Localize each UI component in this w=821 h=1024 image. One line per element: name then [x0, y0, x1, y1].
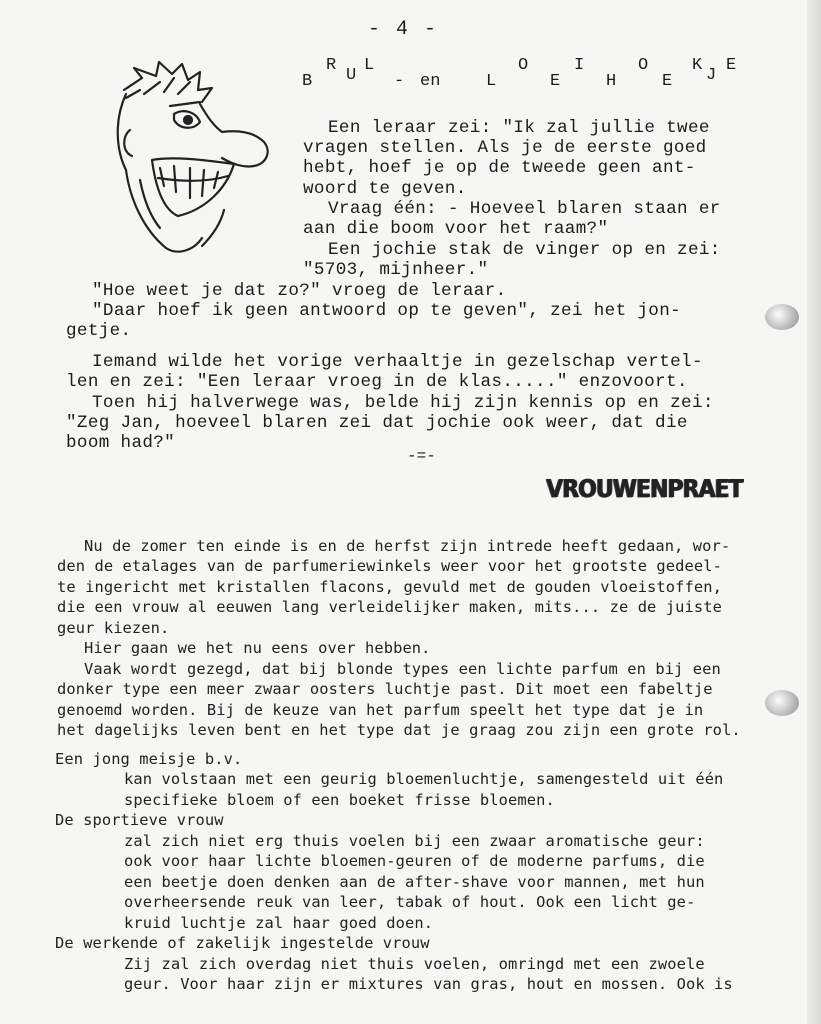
article-line: Vaak wordt gezegd, dat bij blonde types een lichte parfum en bij een — [84, 660, 721, 678]
article-line: genoemd worden. Bij de keuze van het parfum speelt het type dat je in — [57, 701, 704, 719]
article-line: den de etalages van de parfumeriewinkels weer voor het grootste gedeel- — [57, 557, 722, 575]
title-letter: E — [550, 72, 561, 91]
title-letter: B — [302, 72, 313, 91]
article-line: donker type een meer zwaar oosters luchtje past. Dit moet een fabeltje — [57, 680, 713, 698]
article-line: kruid luchtje zal haar goed doen. — [124, 914, 434, 932]
joke-line: aan die boom voor het raam?" — [303, 219, 609, 239]
vrouwenpraet-heading: VROUWENPRAET — [546, 475, 743, 504]
article-line: specifieke bloem of een boeket frisse bloemen. — [124, 791, 555, 809]
title-letter: H — [606, 72, 617, 91]
title-letter: K — [692, 56, 703, 75]
section-divider: -=- — [407, 447, 436, 465]
article-line: overheersende reuk van leer, tabak of hout. Ook een licht ge- — [124, 893, 696, 911]
joke-line: vragen stellen. Als je de eerste goed — [303, 138, 707, 158]
binder-hole-bottom — [765, 690, 799, 716]
article-line: het dagelijks leven bent en het type dat je graag zou zijn een grote rol. — [57, 721, 741, 739]
title-letter: L — [486, 72, 497, 91]
joke-line: boom had?" — [66, 433, 176, 453]
title-letter: J — [706, 66, 717, 85]
article-line: geur kiezen. — [57, 619, 170, 637]
title-letter: O — [638, 56, 649, 75]
page-number: - 4 - — [368, 18, 439, 41]
article-line: ook voor haar lichte bloemen-geuren of de moderne parfums, die — [124, 852, 705, 870]
joke-line: len en zei: "Een leraar vroeg in de klas....." enzovoort. — [66, 372, 688, 392]
article-subheading: De werkende of zakelijk ingestelde vrouw — [55, 934, 430, 952]
joke-line: getje. — [66, 321, 132, 341]
article-subheading: Een jong meisje b.v. — [55, 750, 243, 768]
title-letter: O — [518, 56, 529, 75]
joke-line: hebt, hoef je op de tweede geen ant- — [303, 158, 696, 178]
title-letter: - — [394, 72, 405, 91]
joke-line: Vraag één: - Hoeveel blaren staan er — [328, 199, 721, 219]
joke-line: "Zeg Jan, hoeveel blaren zei dat jochie ook weer, dat die — [66, 413, 688, 433]
joke-line: Een leraar zei: "Ik zal jullie twee — [328, 118, 710, 138]
joke-line: "5703, mijnheer." — [303, 260, 489, 280]
page-edge — [807, 0, 821, 1024]
article-line: Nu de zomer ten einde is en de herfst zijn intrede heeft gedaan, wor- — [84, 537, 731, 555]
joke-line: "Daar hoef ik geen antwoord op te geven", zei het jon- — [92, 301, 682, 321]
joke-line: Een jochie stak de vinger op en zei: — [328, 240, 721, 260]
article-subheading: De sportieve vrouw — [55, 811, 224, 829]
article-line: zal zich niet erg thuis voelen bij een zwaar aromatische geur: — [124, 832, 705, 850]
section-title-brul-en-loeihoekje — [302, 52, 742, 96]
title-letter: U — [346, 66, 357, 85]
joke-line: Toen hij halverwege was, belde hij zijn kennis op en zei: — [92, 393, 714, 413]
article-line: kan volstaan met een geurig bloemenluchtje, samengesteld uit één — [124, 770, 724, 788]
title-letter: I — [574, 56, 585, 75]
joke-line: "Hoe weet je dat zo?" vroeg de leraar. — [92, 281, 507, 301]
title-letter: en — [420, 72, 441, 91]
article-line: geur. Voor haar zijn er mixtures van gras, hout en mossen. Ook is — [124, 975, 733, 993]
joke-line: Iemand wilde het vorige verhaaltje in gezelschap vertel- — [92, 352, 703, 372]
article-line: een beetje doen denken aan de after-shave voor mannen, met hun — [124, 873, 705, 891]
cartoon-face-illustration — [104, 60, 284, 260]
title-letter: R — [326, 56, 337, 75]
article-line: te ingericht met kristallen flacons, gevuld met de gouden vloeistoffen, — [57, 578, 722, 596]
title-letter: E — [662, 72, 673, 91]
binder-hole-top — [765, 304, 799, 330]
title-letter: E — [726, 56, 737, 75]
article-line: die een vrouw al eeuwen lang verleidelijker maken, mits... ze de juiste — [57, 598, 722, 616]
title-letter: L — [364, 56, 375, 75]
article-line: Hier gaan we het nu eens over hebben. — [84, 639, 431, 657]
joke-line: woord te geven. — [303, 179, 467, 199]
article-line: Zij zal zich overdag niet thuis voelen, omringd met een zwoele — [124, 955, 705, 973]
